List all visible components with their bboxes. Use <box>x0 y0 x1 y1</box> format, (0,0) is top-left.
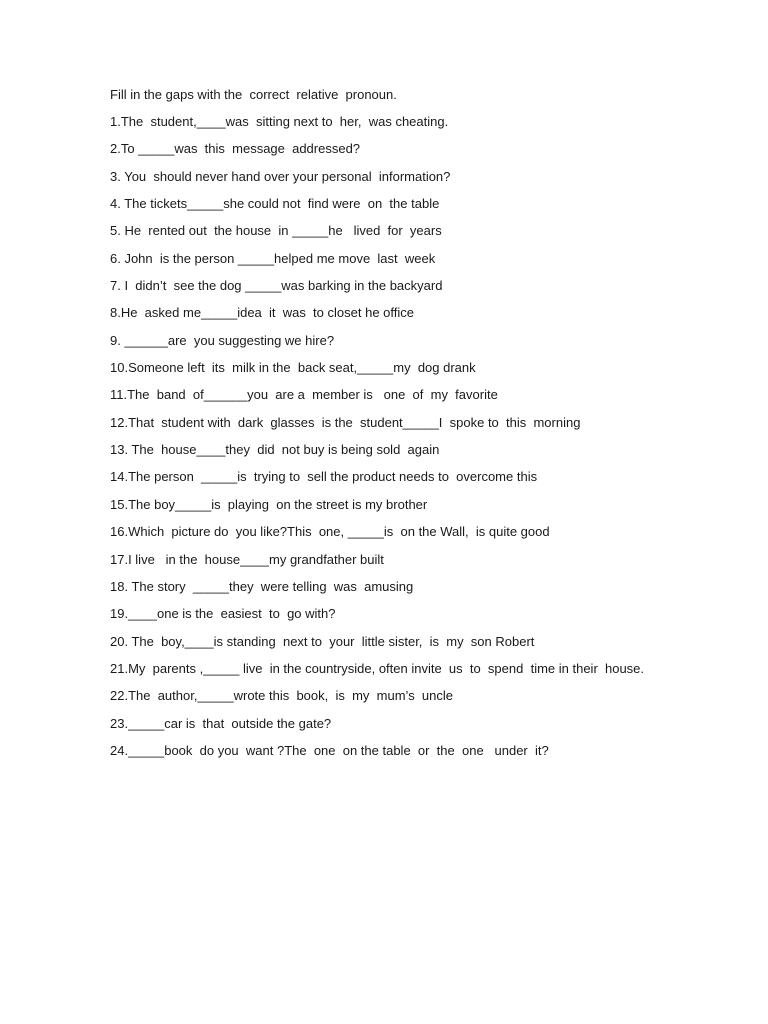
question-item: 10.Someone left its milk in the back seat,_____my dog drank <box>110 360 476 376</box>
question-item: 7. I didn’t see the dog _____was barking in the backyard <box>110 278 443 294</box>
question-item: 16.Which picture do you like?This one, _____is on the Wall, is quite good <box>110 524 550 540</box>
question-item: 4. The tickets_____she could not find were on the table <box>110 196 440 212</box>
worksheet-instruction: Fill in the gaps with the correct relative pronoun. <box>110 87 397 102</box>
question-item: 2.To _____was this message addressed? <box>110 141 361 157</box>
question-item: 11.The band of______you are a member is one of my favorite <box>110 387 498 403</box>
question-item: 23._____car is that outside the gate? <box>110 715 332 731</box>
question-item: 17.I live in the house____my grandfather built <box>110 551 384 567</box>
question-item: 1.The student,____was sitting next to her, was cheating. <box>110 114 449 129</box>
question-list <box>110 113 644 769</box>
question-item: 20. The boy,____is standing next to your little sister, is my son Robert <box>110 633 535 649</box>
question-item: 5. He rented out the house in _____he lived for years <box>110 223 442 239</box>
question-item: 21.My parents ,_____ live in the countryside, often invite us to spend time in their house. <box>110 660 645 676</box>
question-item: 12.That student with dark glasses is the student_____I spoke to this morning <box>110 414 581 430</box>
question-item: 24._____book do you want ?The one on the table or the one under it? <box>110 742 549 758</box>
question-item: 9. ______are you suggesting we hire? <box>110 332 335 348</box>
question-item: 14.The person _____is trying to sell the product needs to overcome this <box>110 469 538 485</box>
question-item: 13. The house____they did not buy is being sold again <box>110 442 440 458</box>
question-item: 22.The author,_____wrote this book, is my mum’s uncle <box>110 688 453 704</box>
question-item: 6. John is the person _____helped me move last week <box>110 250 436 266</box>
question-item: 18. The story _____they were telling was amusing <box>110 578 414 594</box>
question-item: 8.He asked me_____idea it was to closet he office <box>110 305 414 321</box>
question-item: 15.The boy_____is playing on the street is my brother <box>110 496 428 512</box>
question-item: 19.____one is the easiest to go with? <box>110 606 336 622</box>
question-item: 3. You should never hand over your personal information? <box>110 168 451 184</box>
